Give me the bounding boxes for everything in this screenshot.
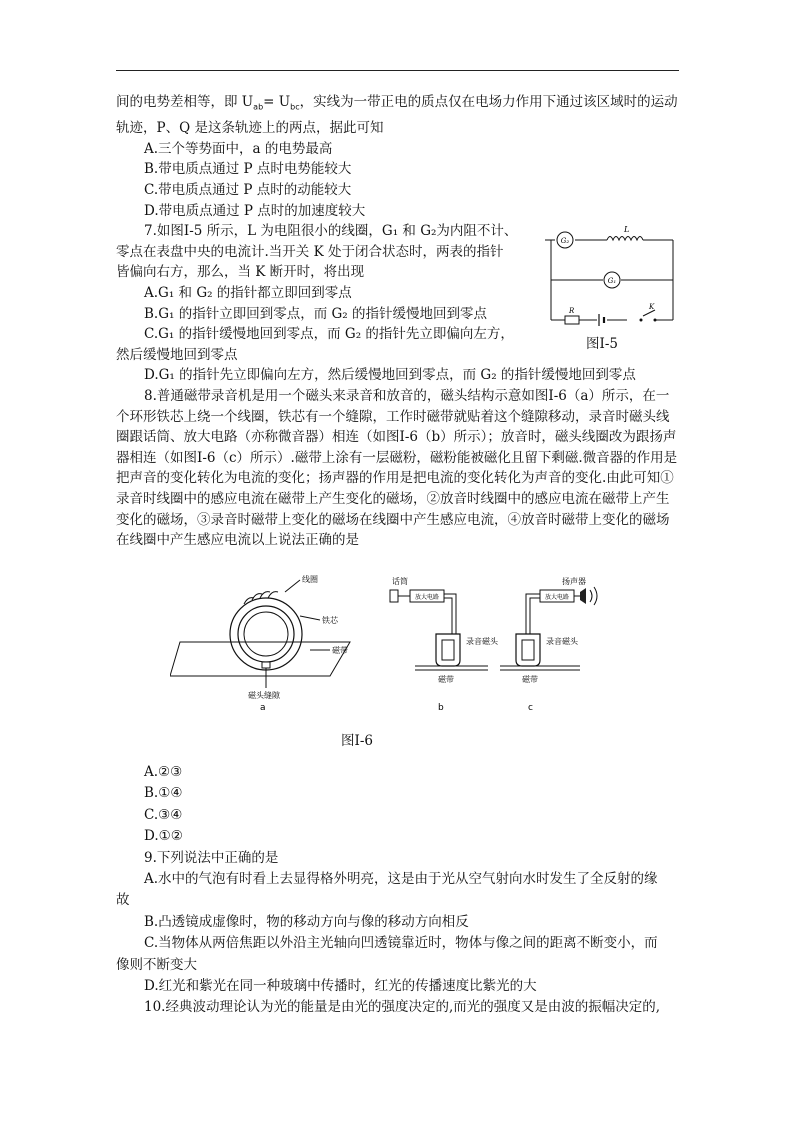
q8-option-b: B.①④ [144,785,183,802]
figure-i6a-head [170,574,350,700]
q7-option-c: C.G₁ 的指针缓慢地回到零点，而 G₂ 的指针先立即偏向左方， [144,326,514,343]
switch-k-icon [640,319,643,322]
q9-option-b: B.凸透镜成虚像时，物的移动方向与像的移动方向相反 [144,913,469,930]
figure-i6c-play [500,576,597,684]
q7-option-b: B.G₁ 的指针立即回到零点，而 G₂ 的指针缓慢地回到零点 [144,305,487,322]
label-tape-c: 磁带 [522,675,538,684]
q7-stem-line2: 零点在表盘中央的电流计.当开关 K 处于闭合状态时，两表的指针 [116,243,504,260]
q6-option-a: A.三个等势面中，a 的电势最高 [144,140,333,157]
answers-block [116,762,679,1019]
sub-label-c: c [528,703,533,713]
resistor-icon [565,316,579,324]
q10-stem: 10.经典波动理论认为光的能量是由光的强度决定的,而光的强度又是由波的振幅决定的, [144,999,661,1016]
q9-option-d: D.红光和紫光在同一种玻璃中传播时，红光的传播速度比紫光的大 [144,978,537,995]
q6-option-c: C.带电质点通过 P 点时的动能较大 [144,182,352,199]
label-rec-head: 录音磁头 [466,637,498,646]
label-k: K [649,303,655,311]
label-core: 铁芯 [322,616,338,625]
q6-stem-line1: 间的电势差相等，即 $U_{ab}= U_{bc}$，实线为一带正电的质点仅在电场力作用下通过该区域时的运动 [116,94,678,112]
q8-option-a: A.②③ [144,764,183,780]
label-head-c: 录音磁头 [546,637,578,646]
sub-label-a: a [260,703,266,713]
q7-option-c-cont: 然后缓慢地回到零点 [116,346,238,363]
q6-stem-line2: 轨迹，P、Q 是这条轨迹上的两点，据此可知 [116,120,384,137]
q7-stem-line1: 7.如图Ⅰ-5 所示，L 为电阻很小的线圈，G₁ 和 G₂为内阻不计、 [144,223,518,240]
q9-option-c: C.当物体从两倍焦距以外沿主光轴向凹透镜靠近时，物体与像之间的距离不断变小，而 [144,935,658,952]
label-mic: 话筒 [392,577,408,586]
label-gap: 磁头缝隙 [248,691,280,700]
label-tape-b: 磁带 [438,675,454,684]
speaker-icon [580,588,586,604]
sub-label-b: b [438,703,444,713]
q7-option-d: D.G₁ 的指针先立即偏向左方，然后缓慢地回到零点，而 G₂ 的指针缓慢地回到零点 [144,367,636,384]
microphone-icon [390,590,398,602]
label-g2: G₂ [560,237,570,245]
q7-block [116,221,536,365]
label-tape-a: 磁带 [332,646,348,655]
label-coil: 线圈 [302,575,318,584]
figure-i6-tape-head [170,572,610,722]
label-g1: G₁ [607,277,617,285]
q9-option-c-cont: 像则不断变大 [116,956,197,973]
q8-option-d: D.①② [144,828,183,845]
q7-stem-line3: 皆偏向右方，那么，当 K 断开时，将出现 [116,264,365,281]
q8-stem: 8.普通磁带录音机是用一个磁头来录音和放音的，磁头结构示意如图Ⅰ-6（a）所示，在一个环形铁芯上绕一个线圈，铁芯有一个缝隙，工作时磁带就贴着这个缝隙移动，录音时磁头线圈跟话筒、放大电路（亦称微音器）相连（如图Ⅰ-6（b）所示）；放音时，磁头线圈改为跟扬声器相连（如图Ⅰ-6（c）所示）.磁带上涂有一层磁粉，磁粉能被磁化且留下剩磁.微音器的作用是把声音的变化转化为电流的变化；扬声器的作用是把电流的变化转化为声音的变化.由此可知①录音时线圈中的感应电流在磁带上产生变化的磁场，②放音时线圈中的感应电流在磁带上产生变化的磁场，③录音时磁带上变化的磁场在线圈中产生感应电流，④放音时磁带上变化的磁场在线圈中产生感应电流以上说法正确的是 [116,388,678,549]
q8-option-c: C.③④ [144,806,183,823]
figure-i6-caption: 图Ⅰ-6 [341,733,373,749]
q7-option-a: A.G₁ 和 G₂ 的指针都立即回到零点 [144,285,352,302]
label-amp-c: 放大电路 [545,594,570,601]
figure-i5-caption: 图Ⅰ-5 [586,336,618,352]
label-l: L [624,226,630,234]
q9-option-a: A.水中的气泡有时看上去显得格外明亮，这是由于光从空气射向水时发生了全反射的缘 [144,871,658,888]
header-rule [116,70,679,71]
q9-option-a-cont: 故 [116,892,130,909]
label-speaker: 扬声器 [562,577,586,586]
inductor-coil-icon [607,237,643,241]
figure-i6b-record [390,576,499,684]
label-r: R [569,307,575,315]
q6-option-b: B.带电质点通过 P 点时电势能较大 [144,161,352,178]
label-amp-b: 放大电路 [415,594,440,601]
q6-option-d: D.带电质点通过 P 点时的加速度较大 [144,202,366,219]
q9-stem: 9.下列说法中正确的是 [144,849,279,866]
